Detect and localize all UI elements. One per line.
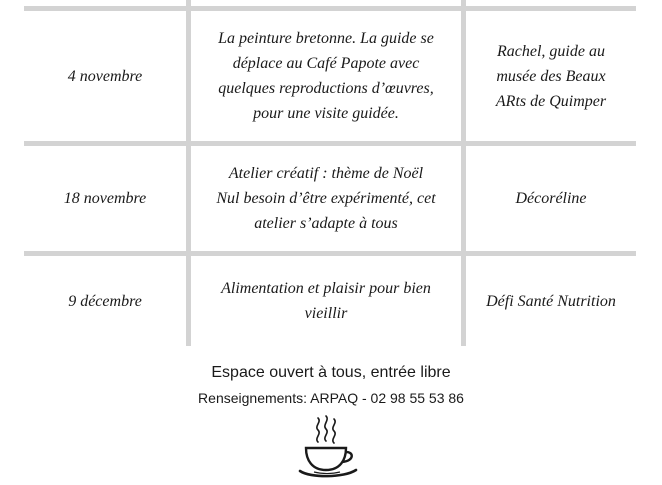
event-date: 9 décembre [68, 292, 142, 310]
coffee-cup-icon [296, 414, 360, 480]
event-description: Alimentation et plaisir pour bien vieillir [221, 280, 431, 322]
event-speaker: Décoréline [515, 189, 587, 207]
event-speaker: Rachel, guide au musée des Beaux ARts de Quimper [495, 42, 607, 110]
schedule-table [24, 0, 636, 346]
event-description: Atelier créatif : thème de Noël Nul besoin d’être expérimenté, cet atelier s’adapte à tous [216, 164, 436, 232]
contact-info: Renseignements: ARPAQ - 02 98 55 53 86 [198, 390, 464, 406]
table-divider [24, 6, 636, 11]
event-description: La peinture bretonne. La guide se déplace au Café Papote avec quelques reproductions d’œuvres, pour une visite guidée. [218, 30, 434, 122]
event-date: 18 novembre [63, 189, 147, 207]
event-speaker: Défi Santé Nutrition [486, 292, 616, 310]
access-info: Espace ouvert à tous, entrée libre [211, 364, 451, 381]
event-date: 4 novembre [67, 67, 143, 85]
